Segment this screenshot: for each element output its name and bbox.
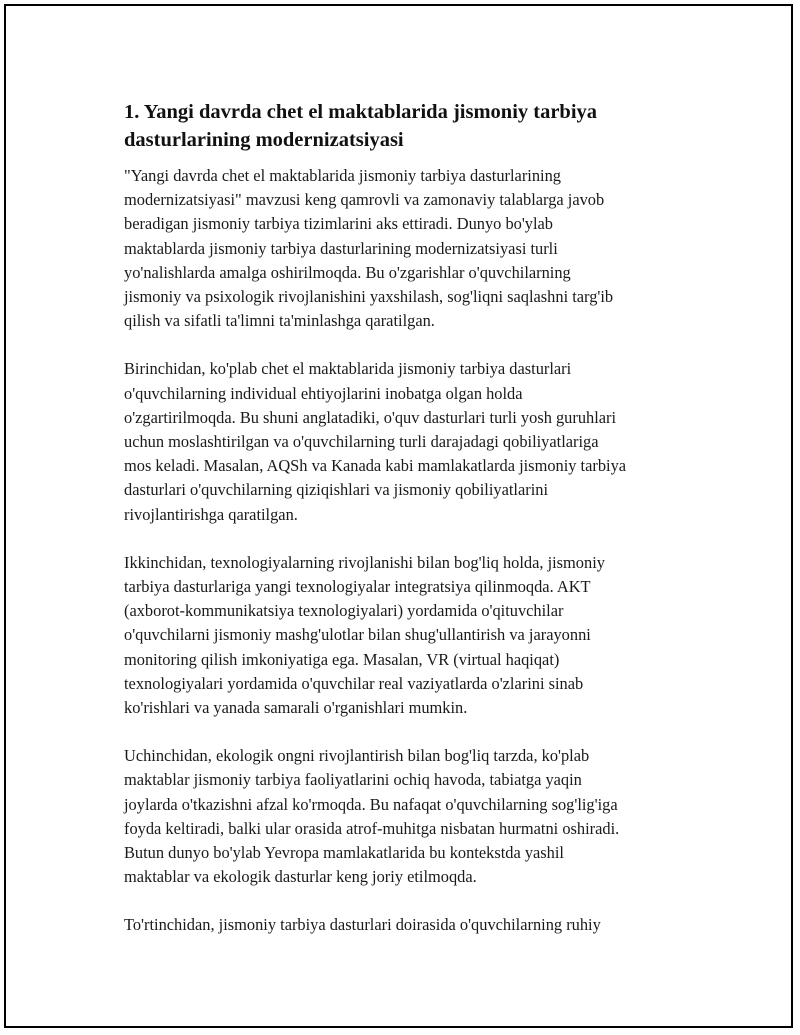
text-line: maktablarda jismoniy tarbiya dasturlarining modernizatsiyasi turli — [124, 238, 558, 258]
text-line: Ikkinchidan, texnologiyalarning rivojlanishi bilan bog'liq holda, jismoniy — [124, 552, 605, 572]
text-line: qilish va sifatli ta'limni ta'minlashga qaratilgan. — [124, 311, 435, 331]
text-line: yo'nalishlarda amalga oshirilmoqda. Bu o'zgarishlar o'quvchilarning — [124, 262, 571, 282]
text-line: dasturlari o'quvchilarning qiziqishlari va jismoniy qobiliyatlarini — [124, 480, 549, 500]
heading-line: dasturlarining modernizatsiyasi — [124, 129, 404, 151]
text-line: rivojlantirishga qaratilgan. — [124, 504, 298, 524]
text-line: To'rtinchidan, jismoniy tarbiya dasturlari doirasida o'quvchilarning ruhiy — [124, 915, 601, 935]
text-line: Birinchidan, ko'plab chet el maktablarida jismoniy tarbiya dasturlari — [124, 359, 572, 379]
text-line: jismoniy va psixologik rivojlanishini yaxshilash, sog'liqni saqlashni targ'ib — [124, 287, 614, 307]
document-body — [124, 98, 696, 938]
page-frame — [4, 4, 793, 1028]
text-line: o'zgartirilmoqda. Bu shuni anglatadiki, o'quv dasturlari turli yosh guruhlari — [124, 407, 617, 427]
paragraph-first — [124, 357, 696, 526]
text-line: foyda keltiradi, balki ular orasida atrof-muhitga nisbatan hurmatni oshiradi. — [124, 818, 620, 838]
section-heading — [124, 98, 696, 154]
heading-line: 1. Yangi davrda chet el maktablarida jismoniy tarbiya — [124, 101, 598, 123]
text-line: beradigan jismoniy tarbiya tizimlarini aks ettiradi. Dunyo bo'ylab — [124, 214, 554, 234]
text-line: texnologiyalari yordamida o'quvchilar real vaziyatlarda o'zlarini sinab — [124, 673, 584, 693]
paragraph-fourth — [124, 913, 696, 937]
paragraph-intro — [124, 164, 696, 333]
text-line: Butun dunyo bo'ylab Yevropa mamlakatlarida bu kontekstda yashil — [124, 843, 564, 863]
text-line: joylarda o'tkazishni afzal ko'rmoqda. Bu nafaqat o'quvchilarning sog'lig'iga — [124, 794, 618, 814]
text-line: monitoring qilish imkoniyatiga ega. Masalan, VR (virtual haqiqat) — [124, 649, 560, 669]
text-line: "Yangi davrda chet el maktablarida jismoniy tarbiya dasturlarining — [124, 166, 561, 185]
text-line: maktablar va ekologik dasturlar keng joriy etilmoqda. — [124, 867, 477, 887]
text-line: mos keladi. Masalan, AQSh va Kanada kabi mamlakatlarda jismoniy tarbiya — [124, 456, 627, 476]
text-line: o'quvchilarning individual ehtiyojlarini inobatga olgan holda — [124, 383, 523, 403]
text-line: maktablar jismoniy tarbiya faoliyatlarini ochiq havoda, tabiatga yaqin — [124, 770, 582, 790]
text-line: (axborot-kommunikatsiya texnologiyalari) yordamida o'qituvchilar — [124, 601, 564, 621]
paragraph-second — [124, 551, 696, 720]
text-line: Uchinchidan, ekologik ongni rivojlantirish bilan bog'liq tarzda, ko'plab — [124, 746, 590, 766]
text-line: o'quvchilarni jismoniy mashg'ulotlar bilan shug'ullantirish va jarayonni — [124, 625, 591, 645]
text-line: uchun moslashtirilgan va o'quvchilarning turli darajadagi qobiliyatlariga — [124, 432, 599, 452]
paragraph-third — [124, 744, 696, 889]
text-line: ko'rishlari va yanada samarali o'rganishlari mumkin. — [124, 698, 468, 718]
text-line: tarbiya dasturlariga yangi texnologiyalar integratsiya qilinmoqda. AKT — [124, 577, 591, 597]
text-line: modernizatsiyasi" mavzusi keng qamrovli va zamonaviy talablarga javob — [124, 190, 605, 210]
